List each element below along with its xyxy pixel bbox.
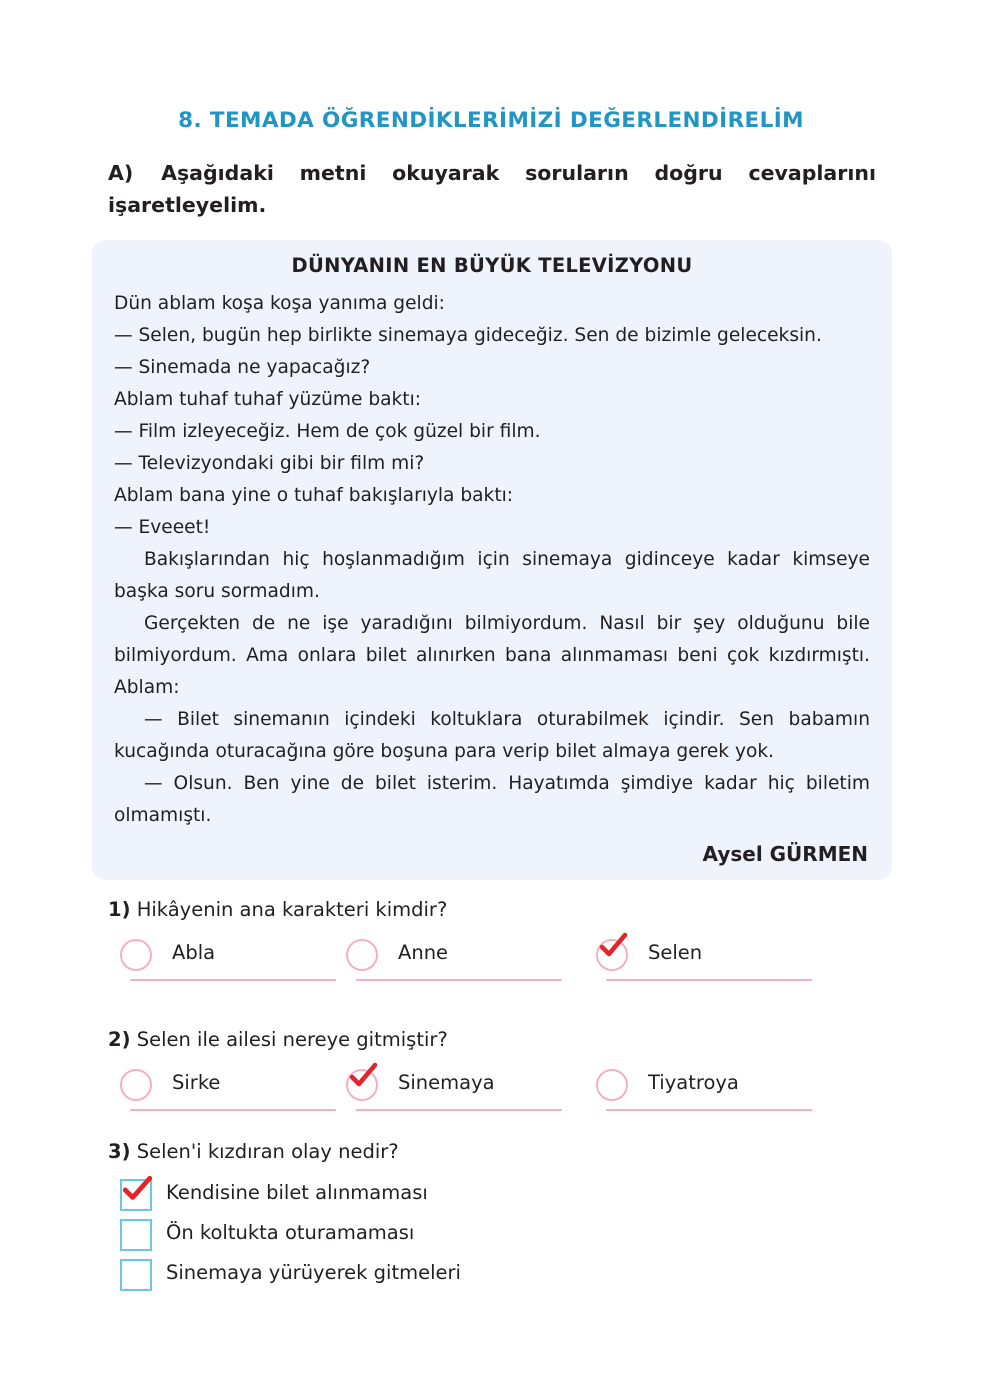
passage-paragraph: Bakışlarından hiç hoşlanmadığım için sinemaya gidinceye kadar kimseye başka soru sormadım. — [114, 548, 870, 602]
option-label: Anne — [398, 941, 449, 964]
question-2-prompt: Selen ile ailesi nereye gitmiştir? — [136, 1028, 448, 1051]
option-abla[interactable] — [120, 937, 346, 983]
option-label: Selen — [648, 941, 703, 964]
answer-underline — [130, 979, 336, 982]
passage-line: Dün ablam koşa koşa yanıma geldi: — [114, 293, 445, 314]
radio-circle-icon[interactable] — [120, 939, 152, 971]
passage-paragraph: — Olsun. Ben yine de bilet isterim. Hayatımda şimdiye kadar hiç biletim olmamıştı. — [114, 772, 870, 826]
radio-circle-icon[interactable] — [596, 939, 628, 971]
checkbox-item-bilet[interactable] — [108, 1177, 908, 1217]
checkbox-item-yuruyerek[interactable] — [108, 1257, 908, 1297]
question-2-options — [108, 1067, 908, 1113]
question-2-number: 2) — [108, 1028, 131, 1051]
option-label: Sirke — [172, 1071, 221, 1094]
option-sirke[interactable] — [120, 1067, 346, 1113]
passage-line: — Sinemada ne yapacağız? — [114, 356, 371, 378]
answer-underline — [606, 979, 812, 982]
question-1 — [108, 898, 908, 983]
option-label: Sinemaya — [398, 1071, 495, 1094]
question-3-number: 3) — [108, 1140, 131, 1163]
checkbox-box-icon[interactable] — [120, 1219, 152, 1251]
question-2-text — [108, 1028, 908, 1051]
check-mark-icon — [121, 1174, 153, 1206]
question-2 — [108, 1028, 908, 1113]
option-sinemaya[interactable] — [346, 1067, 572, 1113]
checkbox-label: Ön koltukta oturamaması — [166, 1221, 415, 1244]
answer-underline — [130, 1109, 336, 1112]
option-tiyatroya[interactable] — [596, 1067, 822, 1113]
passage-line: — Eveeet! — [114, 516, 211, 538]
answer-underline — [606, 1109, 812, 1112]
passage-line: — Selen, bugün hep birlikte sinemaya gideceğiz. Sen de bizimle geleceksin. — [114, 324, 822, 346]
passage-title: DÜNYANIN EN BÜYÜK TELEVİZYONU — [291, 254, 693, 277]
passage-line: Ablam bana yine o tuhaf bakışlarıyla baktı: — [114, 484, 514, 506]
question-3-prompt: Selen'i kızdıran olay nedir? — [136, 1140, 399, 1163]
question-1-text — [108, 898, 908, 921]
question-1-options — [108, 937, 908, 983]
option-label: Tiyatroya — [648, 1071, 739, 1094]
answer-underline — [356, 979, 562, 982]
question-3-checkboxes — [108, 1177, 908, 1297]
radio-circle-icon[interactable] — [346, 1069, 378, 1101]
checkbox-label: Kendisine bilet alınmaması — [166, 1181, 428, 1204]
option-anne[interactable] — [346, 937, 572, 983]
checkbox-item-koltuk[interactable] — [108, 1217, 908, 1257]
radio-circle-icon[interactable] — [596, 1069, 628, 1101]
passage-paragraph: Gerçekten de ne işe yaradığını bilmiyordum. Nasıl bir şey olduğunu bile bilmiyordum. Ama onlara bilet alınırken bana alınmaması beni çok kızdırmıştı. Ablam: — [114, 612, 870, 698]
instruction-label: A) — [108, 161, 134, 185]
passage-author: Aysel GÜRMEN — [702, 842, 868, 866]
answer-underline — [356, 1109, 562, 1112]
question-1-number: 1) — [108, 898, 131, 921]
instruction-paragraph — [108, 158, 876, 222]
radio-circle-icon[interactable] — [120, 1069, 152, 1101]
passage-line: — Film izleyeceğiz. Hem de çok güzel bir film. — [114, 420, 541, 442]
question-1-prompt: Hikâyenin ana karakteri kimdir? — [136, 898, 448, 921]
checkbox-label: Sinemaya yürüyerek gitmeleri — [166, 1261, 461, 1284]
reading-passage — [92, 240, 892, 880]
passage-body — [114, 288, 870, 831]
question-3 — [108, 1140, 908, 1297]
passage-paragraph: — Bilet sinemanın içindeki koltuklara oturabilmek içindir. Sen babamın kucağında oturacağına göre boşuna para verip bilet almaya gerek yok. — [114, 708, 870, 762]
passage-line: Ablam tuhaf tuhaf yüzüme baktı: — [114, 388, 422, 410]
checkbox-box-icon[interactable] — [120, 1259, 152, 1291]
passage-line: — Televizyondaki gibi bir film mi? — [114, 452, 425, 474]
instruction-text: Aşağıdaki metni okuyarak soruların doğru cevaplarını işaretleyelim. — [108, 161, 876, 217]
question-3-text — [108, 1140, 908, 1163]
option-label: Abla — [172, 941, 216, 964]
option-selen[interactable] — [596, 937, 822, 983]
radio-circle-icon[interactable] — [346, 939, 378, 971]
page-title: 8. TEMADA ÖĞRENDİKLERİMİZİ DEĞERLENDİRELİM — [178, 108, 804, 133]
